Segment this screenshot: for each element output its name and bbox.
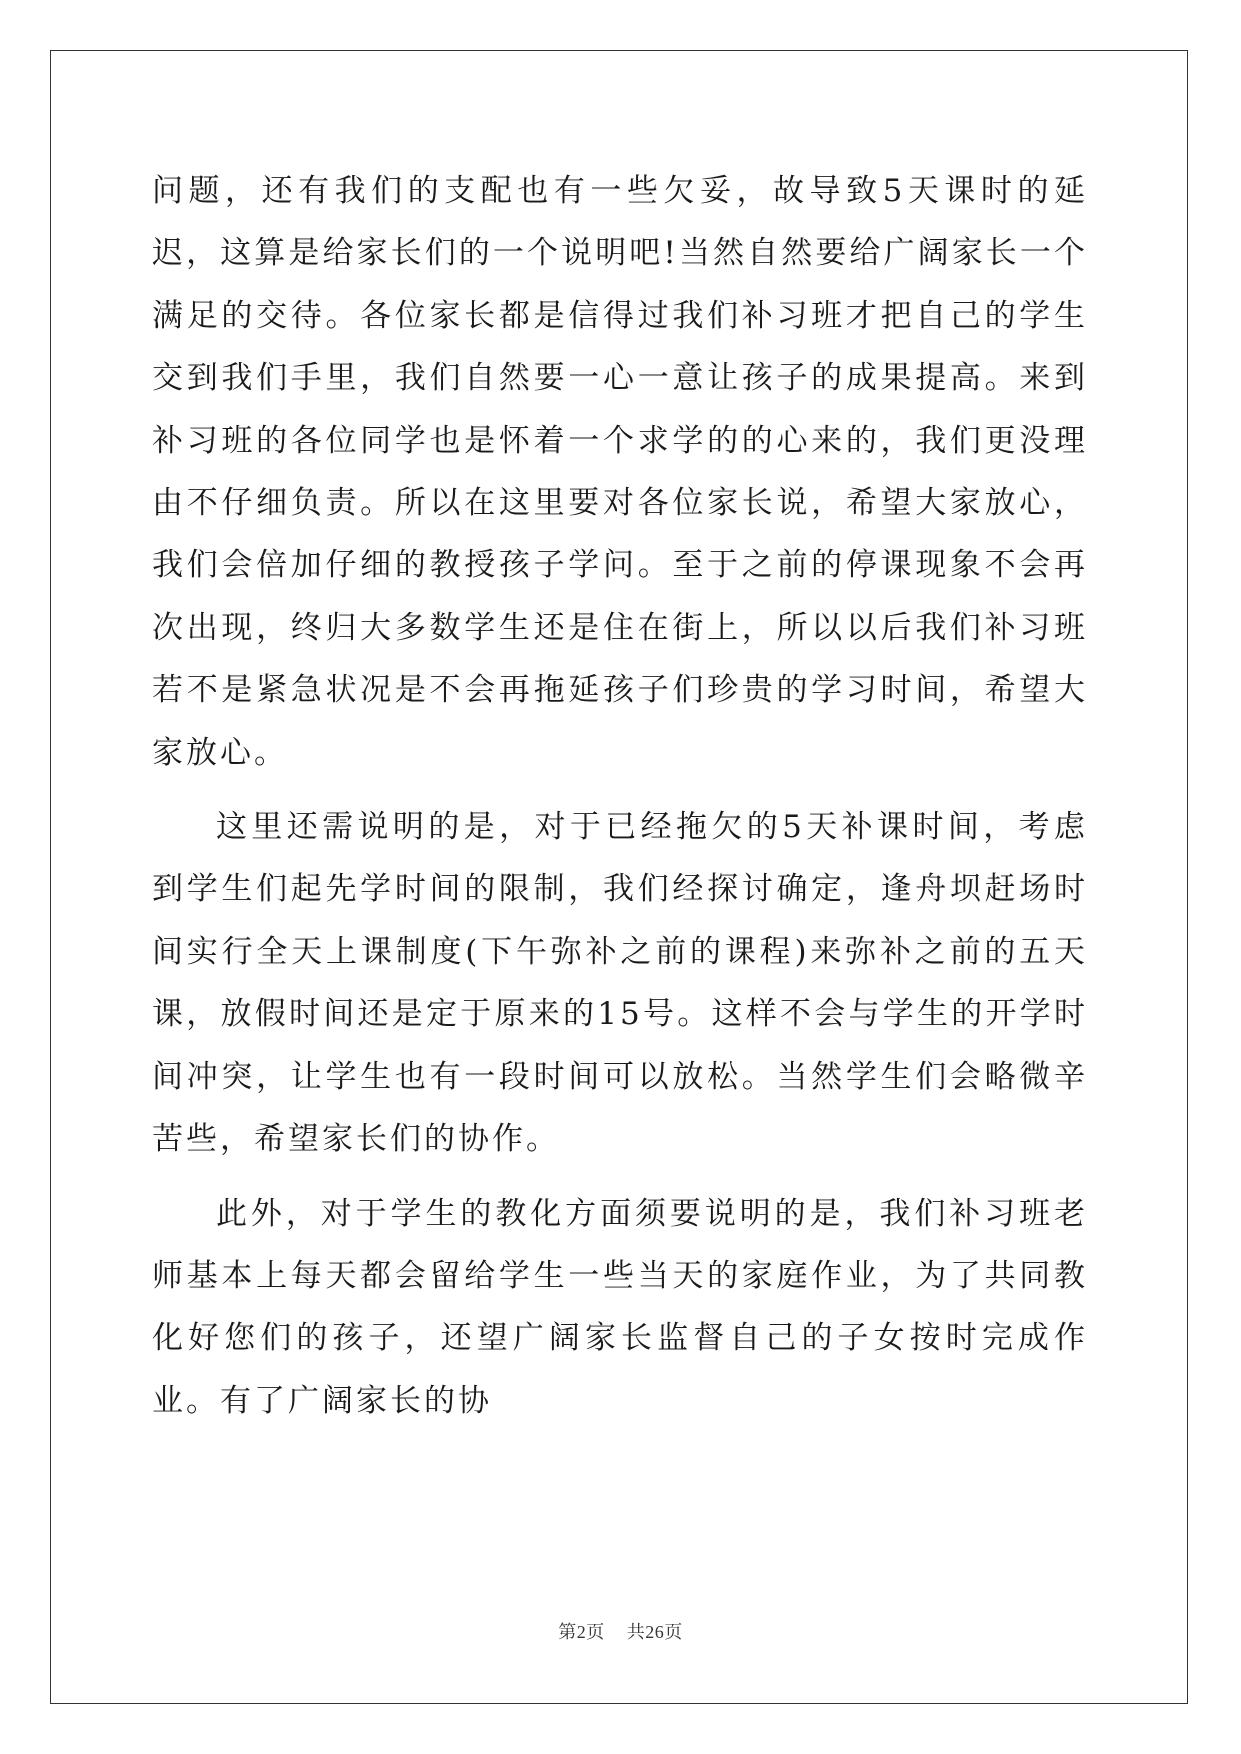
page-footer xyxy=(0,1618,1241,1644)
document-body xyxy=(152,160,1088,1432)
page-total: 共26页 xyxy=(626,1622,683,1642)
page-number: 第2页 xyxy=(558,1622,605,1642)
paragraph-homework: 此外，对于学生的教化方面须要说明的是，我们补习班老师基本上每天都会留给学生一些当天的家庭作业，为了共同教化好您们的孩子，还望广阔家长监督自己的子女按时完成作业。有了广阔家长的协 xyxy=(152,1195,1088,1419)
paragraph-makeup-schedule: 这里还需说明的是，对于已经拖欠的5天补课时间，考虑到学生们起先学时间的限制，我们经探讨确定，逢舟坝赶场时间实行全天上课制度(下午弥补之前的课程)来弥补之前的五天课，放假时间还是定于原来的15号。这样不会与学生的开学时间冲突，让学生也有一段时间可以放松。当然学生们会略微辛苦些，希望家长们的协作。 xyxy=(152,809,1088,1158)
paragraph-continued: 问题，还有我们的支配也有一些欠妥，故导致5天课时的延迟，这算是给家长们的一个说明吧!当然自然要给广阔家长一个满足的交待。各位家长都是信得过我们补习班才把自己的学生交到我们手里，我们自然要一心一意让孩子的成果提高。来到补习班的各位同学也是怀着一个求学的的心来的，我们更没理由不仔细负责。所以在这里要对各位家长说，希望大家放心，我们会倍加仔细的教授孩子学问。至于之前的停课现象不会再次出现，终归大多数学生还是住在街上，所以以后我们补习班若不是紧急状况是不会再拖延孩子们珍贵的学习时间，希望大家放心。 xyxy=(152,173,1088,771)
